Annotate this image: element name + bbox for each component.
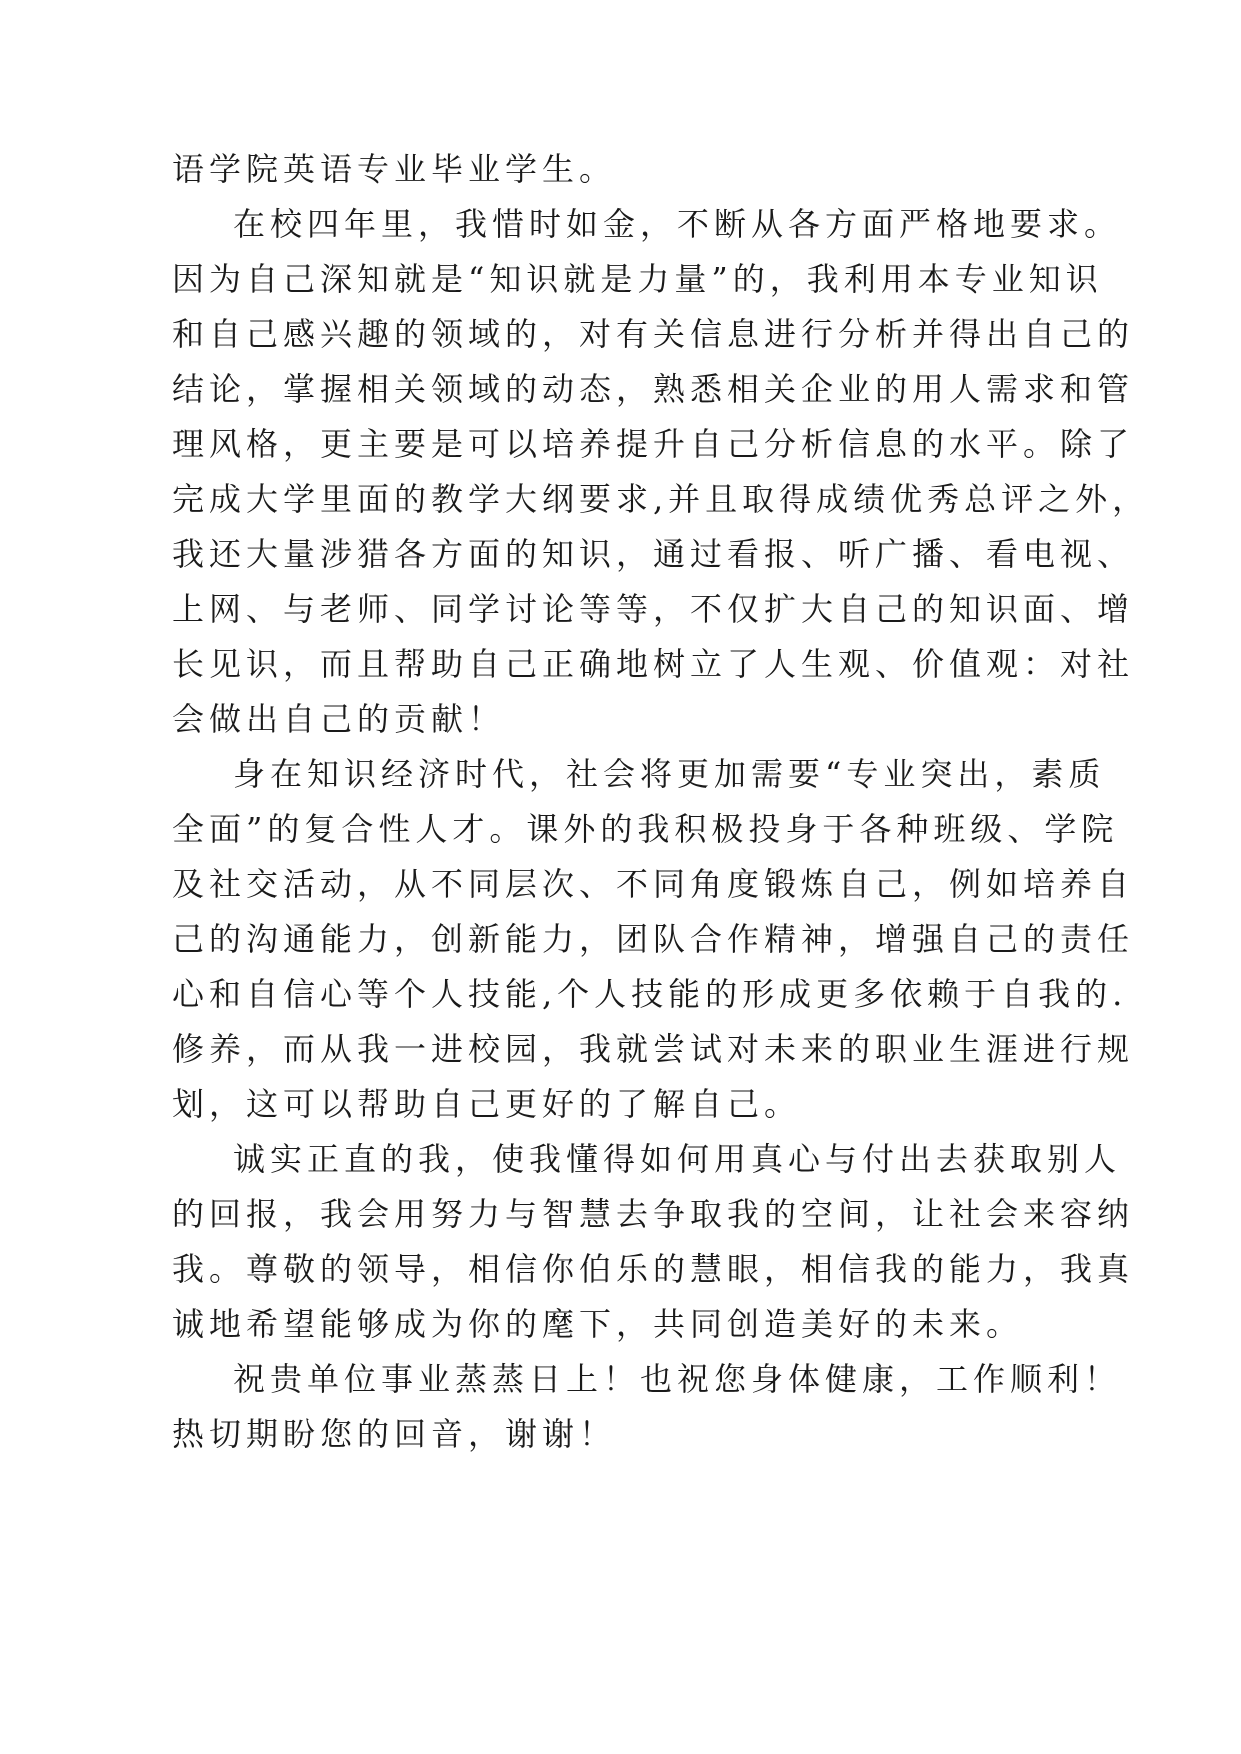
text-line: 心和自信心等个人技能,个人技能的形成更多依赖于自我的. [172,975,1128,1013]
text-line: 修养，而从我一进校园，我就尝试对未来的职业生涯进行规 [172,1030,1135,1068]
text-line: 和自己感兴趣的领域的，对有关信息进行分析并得出自己的 [172,315,1135,353]
paragraph-first-line: 诚实正直的我，使我懂得如何用真心与付出去获取别人 [233,1140,1122,1178]
text-line: 因为自己深知就是“知识就是力量”的，我利用本专业知识 [172,260,1103,298]
text-line: 理风格，更主要是可以培养提升自己分析信息的水平。除了 [172,425,1135,463]
text-line: 热切期盼您的回音，谢谢！ [172,1415,617,1453]
text-line: 我还大量涉猎各方面的知识，通过看报、听广播、看电视、 [172,535,1135,573]
text-line: 及社交活动，从不同层次、不同角度锻炼自己，例如培养自 [172,865,1135,903]
text-line: 全面”的复合性人才。课外的我积极投身于各种班级、学院 [172,810,1119,848]
paragraph-first-line: 祝贵单位事业蒸蒸日上！也祝您身体健康，工作顺利！ [233,1360,1122,1398]
text-line: 会做出自己的贡献！ [172,700,506,738]
text-line: 语学院英语专业毕业学生。 [172,150,617,188]
text-line: 我。尊敬的领导，相信你伯乐的慧眼，相信我的能力，我真 [172,1250,1135,1288]
text-line: 结论，掌握相关领域的动态，熟悉相关企业的用人需求和管 [172,370,1135,408]
text-line: 划，这可以帮助自己更好的了解自己。 [172,1085,802,1123]
text-line: 的回报，我会用努力与智慧去争取我的空间，让社会来容纳 [172,1195,1135,1233]
text-line: 上网、与老师、同学讨论等等，不仅扩大自己的知识面、增 [172,590,1135,628]
text-line: 诚地希望能够成为你的麾下，共同创造美好的未来。 [172,1305,1024,1343]
text-line: 长见识，而且帮助自己正确地树立了人生观、价值观：对社 [172,645,1135,683]
paragraph-first-line: 身在知识经济时代，社会将更加需要“专业突出，素质 [233,755,1106,793]
text-line: 完成大学里面的教学大纲要求,并且取得成绩优秀总评之外， [172,480,1150,518]
text-line: 己的沟通能力，创新能力，团队合作精神，增强自己的责任 [172,920,1135,958]
paragraph-first-line: 在校四年里，我惜时如金，不断从各方面严格地要求。 [233,205,1122,243]
